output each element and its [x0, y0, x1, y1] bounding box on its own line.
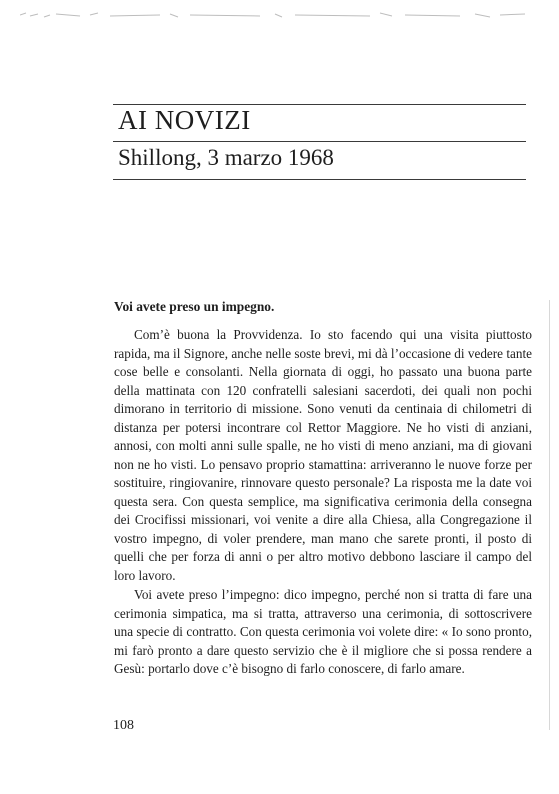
page-edge-shadow	[549, 300, 550, 730]
page-subtitle: Shillong, 3 marzo 1968	[118, 145, 334, 170]
body-text	[114, 326, 532, 679]
page-number: 108	[113, 718, 134, 733]
paragraph-2: Voi avete preso l’impegno: dico impegno, perché non si tratta di fare una cerimonia simpatica, ma si tratta, attraverso una cerimonia, di sottoscrivere una specie di contratto. Con questa cerimonia voi volete dire: « Io sono pronto, mi farò pronto a dare questo servizio che è il migliore che si possa rendere a Gesù: portarlo dove c’è bisogno di farlo conoscere, di farlo amare.	[114, 587, 532, 676]
section-heading: Voi avete preso un impegno.	[114, 299, 275, 314]
page-title: AI NOVIZI	[118, 105, 251, 135]
middle-rule	[113, 141, 526, 142]
bottom-rule	[113, 179, 526, 180]
paragraph-1: Com’è buona la Provvidenza. Io sto facendo qui una visita piuttosto rapida, ma il Signore, anche nelle soste brevi, mi dà l’occasione di vedere tante cose belle e consolanti. Nella giornata di oggi, ho passato una buona parte della mattinata con 120 confratelli salesiani sacerdoti, dei quali non pochi dimorano in territorio di missione. Sono venuti da centinaia di chilometri di distanza per potersi incontrare col Rettor Maggiore. Ne ho visti di anziani, annosi, con molti anni sulle spalle, ne ho visti di meno anziani, ma di giovani non ne ho visti. Lo pensavo proprio stamattina: arriveranno le nuove forze per sostituire, ringiovanire, rinnovare questo personale? La risposta me la date voi questa sera. Con questa semplice, ma significativa cerimonia della consegna dei Crocifissi missionari, voi venite a dire alla Chiesa, alla Congregazione il vostro impegno, di voler prendere, man mano che sarete pronti, il posto di quelli che per forza di anni o per altro motivo debbono lasciare il campo del loro lavoro.	[114, 327, 532, 583]
scan-noise-marks	[20, 10, 525, 24]
